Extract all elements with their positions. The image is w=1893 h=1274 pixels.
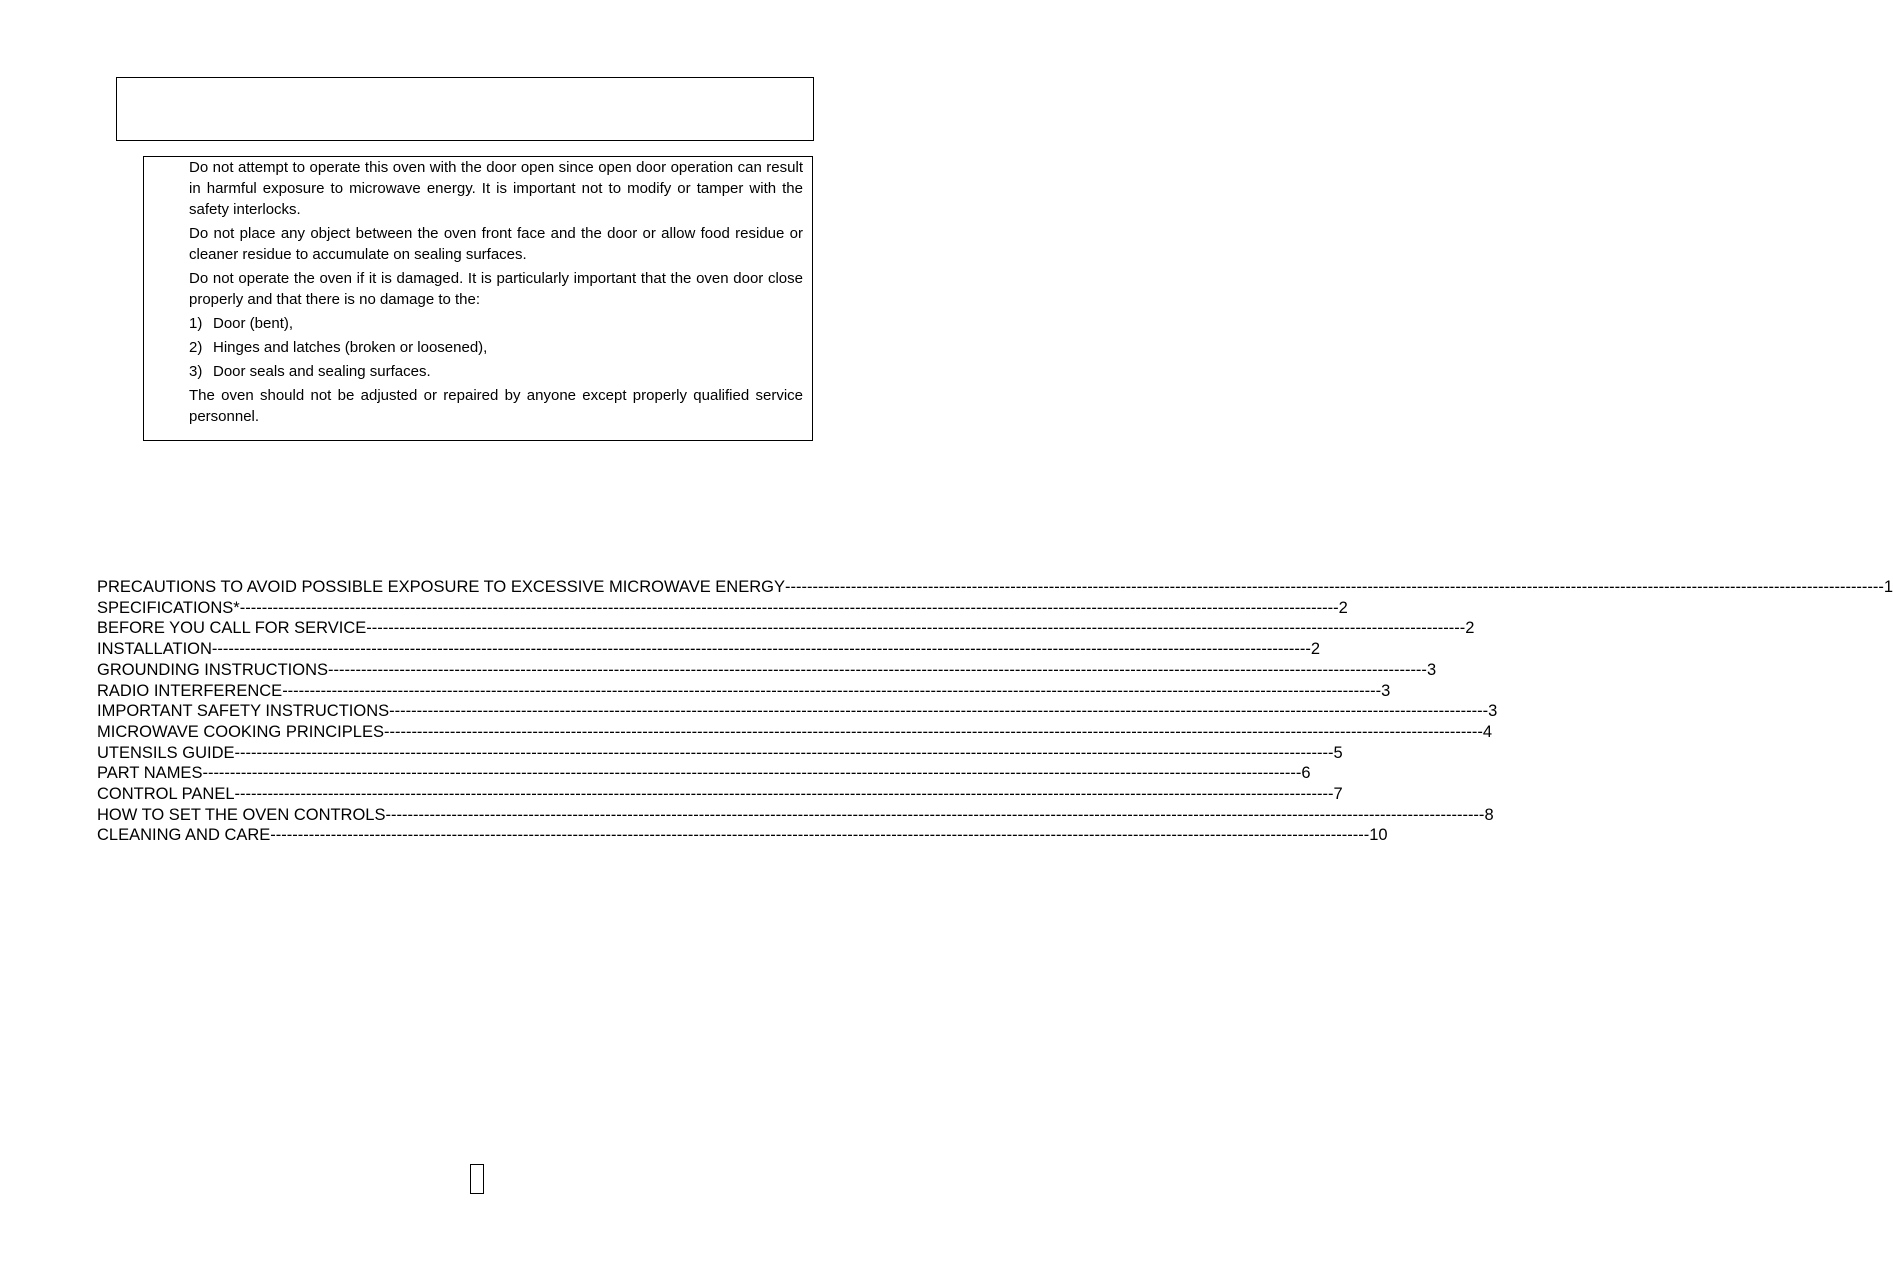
- page-number-glyph: [470, 1164, 484, 1194]
- warning-box: [143, 156, 813, 441]
- toc-entry: [97, 763, 1311, 784]
- toc-page-number: 2: [1465, 619, 1475, 638]
- toc-title: CLEANING AND CARE: [97, 826, 271, 845]
- warning-paragraph: Do not operate the oven if it is damaged. It is particularly important that the oven door close properly and that there is no damage to the:: [189, 270, 803, 308]
- toc-page-number: 2: [1338, 598, 1348, 617]
- toc-leader: --------------------------------------------------------------------------------------------------------------------------------------------------------------------------------------------------------: [234, 743, 1334, 762]
- list-text: Hinges and latches (broken or loosened),: [213, 339, 488, 356]
- toc-entry: [97, 660, 1437, 681]
- toc-entry: [97, 722, 1493, 743]
- toc-entry: [97, 805, 1494, 826]
- toc-title: HOW TO SET THE OVEN CONTROLS: [97, 805, 386, 824]
- toc-entry: [97, 825, 1388, 846]
- toc-page-number: 3: [1426, 660, 1437, 679]
- toc-leader: --------------------------------------------------------------------------------------------------------------------------------------------------------------------------------------------------------: [239, 598, 1339, 617]
- table-of-contents: [97, 577, 1893, 846]
- toc-page-number: 6: [1301, 764, 1311, 783]
- toc-page-number: 3: [1381, 681, 1391, 700]
- toc-title: PART NAMES: [97, 764, 203, 783]
- toc-entry: [97, 639, 1321, 660]
- warning-list-item: [189, 313, 803, 334]
- warning-text: [189, 157, 803, 427]
- toc-entry: [97, 577, 1893, 598]
- list-number: 1): [189, 315, 203, 332]
- toc-title: SPECIFICATIONS*: [97, 598, 240, 617]
- toc-title: UTENSILS GUIDE: [97, 743, 235, 762]
- toc-title: BEFORE YOU CALL FOR SERVICE: [97, 619, 367, 638]
- toc-entry: [97, 784, 1343, 805]
- toc-leader: --------------------------------------------------------------------------------------------------------------------------------------------------------------------------------------------------------: [389, 702, 1489, 721]
- toc-leader: --------------------------------------------------------------------------------------------------------------------------------------------------------------------------------------------------------: [385, 805, 1485, 824]
- toc-entry: [97, 701, 1498, 722]
- toc-page-number: 5: [1333, 743, 1343, 762]
- warning-list-item: [189, 337, 803, 358]
- toc-title: IMPORTANT SAFETY INSTRUCTIONS: [97, 702, 390, 721]
- warning-closing: The oven should not be adjusted or repaired by anyone except properly qualified service personnel.: [189, 387, 803, 425]
- toc-title: RADIO INTERFERENCE: [97, 681, 283, 700]
- toc-title: GROUNDING INSTRUCTIONS: [97, 660, 328, 679]
- toc-title: MICROWAVE COOKING PRINCIPLES: [97, 722, 384, 741]
- toc-entry: [97, 743, 1343, 764]
- toc-leader: --------------------------------------------------------------------------------------------------------------------------------------------------------------------------------------------------------: [211, 640, 1311, 659]
- toc-leader: --------------------------------------------------------------------------------------------------------------------------------------------------------------------------------------------------------: [202, 764, 1302, 783]
- toc-title: CONTROL PANEL: [97, 785, 235, 804]
- title-box: [116, 77, 814, 141]
- toc-entry: [97, 598, 1348, 619]
- toc-entry: [97, 618, 1475, 639]
- toc-leader: --------------------------------------------------------------------------------------------------------------------------------------------------------------------------------------------------------: [784, 578, 1884, 596]
- toc-leader: --------------------------------------------------------------------------------------------------------------------------------------------------------------------------------------------------------: [282, 681, 1382, 700]
- toc-page-number: 1: [1883, 578, 1893, 596]
- toc-entry: [97, 681, 1391, 702]
- toc-leader: --------------------------------------------------------------------------------------------------------------------------------------------------------------------------------------------------------: [328, 660, 1427, 679]
- list-number: 2): [189, 339, 203, 356]
- toc-page-number: 3: [1488, 702, 1498, 721]
- toc-page-number: 7: [1333, 785, 1343, 804]
- toc-page-number: 2: [1310, 640, 1321, 659]
- toc-page-number: 10: [1369, 826, 1388, 845]
- list-text: Door seals and sealing surfaces.: [213, 363, 431, 380]
- warning-list-item: [189, 361, 803, 382]
- toc-leader: --------------------------------------------------------------------------------------------------------------------------------------------------------------------------------------------------------: [383, 722, 1483, 741]
- toc-title: PRECAUTIONS TO AVOID POSSIBLE EXPOSURE TO EXCESSIVE MICROWAVE ENERGY: [97, 578, 785, 596]
- toc-title: INSTALLATION: [97, 640, 212, 659]
- toc-page-number: 8: [1484, 805, 1494, 824]
- list-text: Door (bent),: [213, 315, 294, 332]
- toc-page-number: 4: [1482, 722, 1493, 741]
- warning-paragraph: Do not attempt to operate this oven with the door open since open door operation can result in harmful exposure to microwave energy. It is important not to modify or tamper with the safety interlocks.: [189, 159, 803, 218]
- toc-leader: --------------------------------------------------------------------------------------------------------------------------------------------------------------------------------------------------------: [234, 785, 1334, 804]
- toc-leader: --------------------------------------------------------------------------------------------------------------------------------------------------------------------------------------------------------: [366, 619, 1466, 638]
- toc-leader: --------------------------------------------------------------------------------------------------------------------------------------------------------------------------------------------------------: [270, 826, 1370, 845]
- list-number: 3): [189, 363, 203, 380]
- warning-paragraph: Do not place any object between the oven front face and the door or allow food residue or cleaner residue to accumulate on sealing surfaces.: [189, 225, 803, 263]
